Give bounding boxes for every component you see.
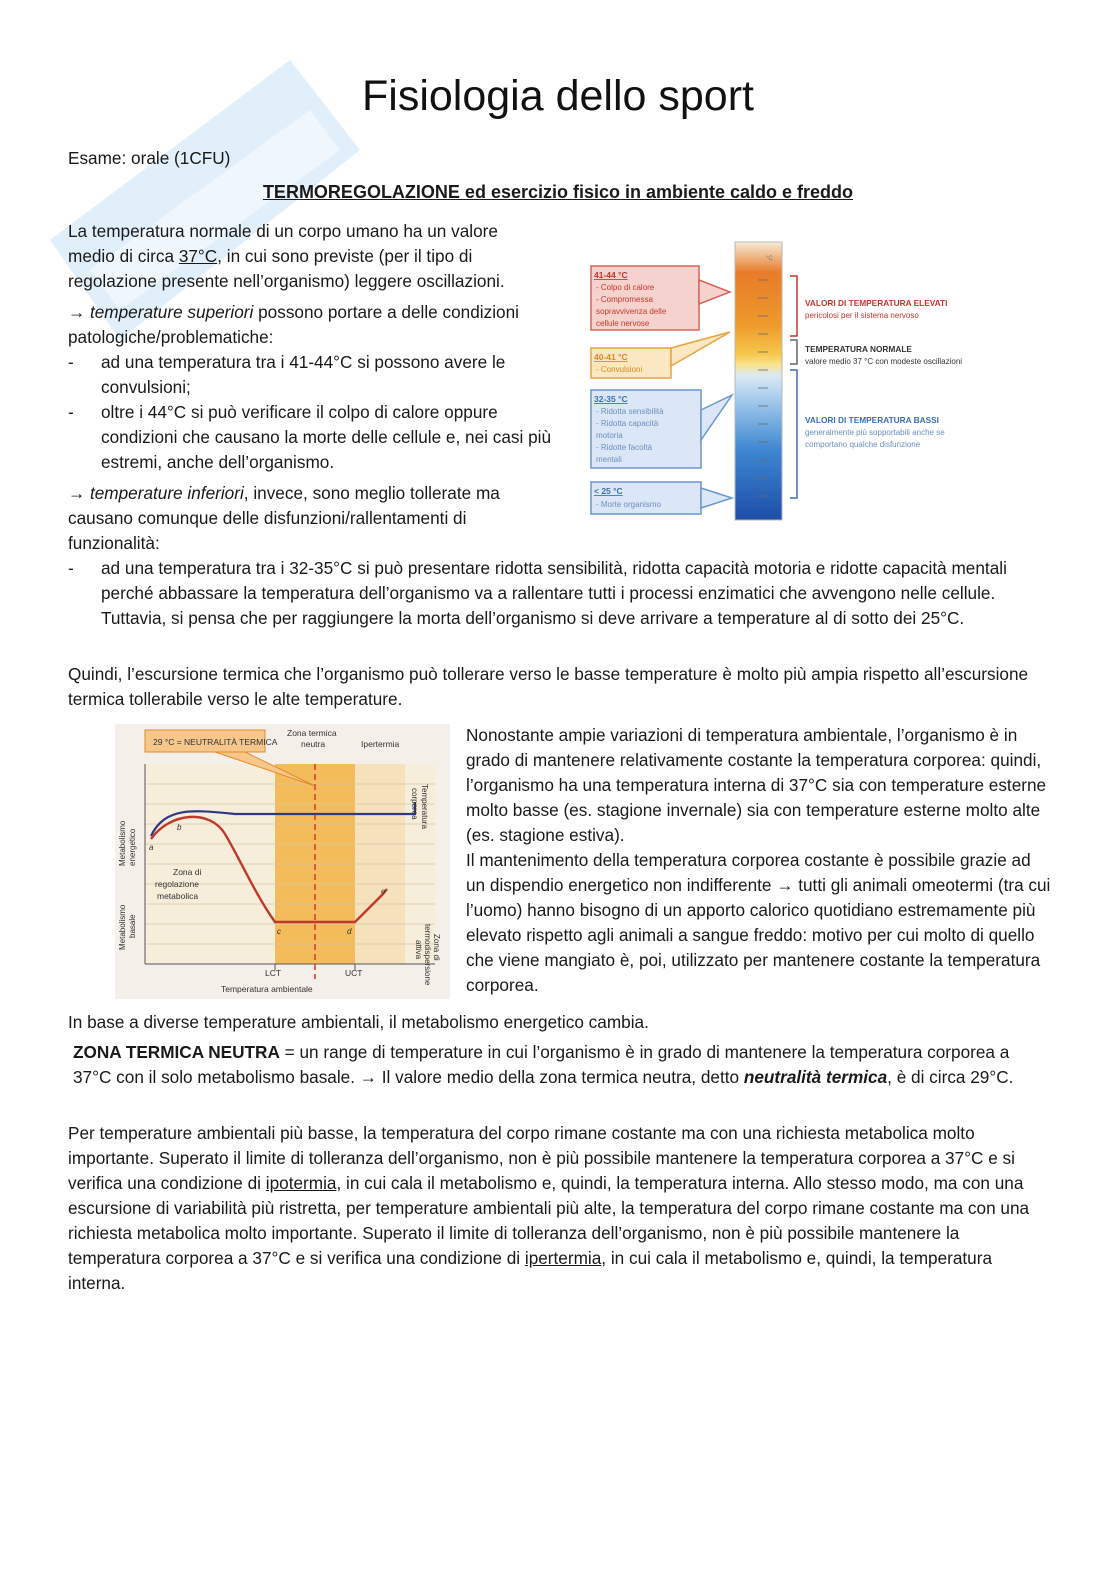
page-title: Fisiologia dello sport — [362, 72, 754, 120]
svg-text:- Compromessa: - Compromessa — [596, 295, 653, 304]
svg-text:Zona di: Zona di — [432, 934, 441, 961]
svg-text:metabolica: metabolica — [157, 891, 199, 901]
svg-text:c: c — [277, 927, 281, 936]
svg-text:energetico: energetico — [128, 828, 137, 866]
uct-label: UCT — [345, 968, 363, 978]
exam-info: Esame: orale (1CFU) — [68, 148, 231, 168]
list-item: - ad una temperatura tra i 32-35°C si può presentare ridotta sensibilità, ridotta capacità motoria e ridotte capacità mentali perché abbassare la temperatura dell’organismo va a rallentare tutti i processi enzimatici che avvengono nelle cellule. Tuttavia, si pensa che per raggiungere la morta dell’organismo si deve arrivare a temperature al di sotto dei 25°C. — [68, 556, 1048, 631]
high-title: VALORI DI TEMPERATURA ELEVATI — [805, 298, 948, 308]
svg-text:b: b — [177, 823, 182, 832]
superiori-paragraph: → temperature superiori possono portare a delle condizioni patologiche/problematiche: - ad una temperatura tra i 41-44°C si possono avere le convulsioni; - oltre i 44°C si può verificare il colpo di calore oppure condizioni che causano la morte delle cellule e, nei casi più estremi, anche dell’organismo. — [68, 300, 568, 475]
svg-text:basale: basale — [128, 914, 137, 938]
svg-text:e: e — [381, 887, 386, 896]
neutrality-callout: 29 °C = NEUTRALITÀ TERMICA — [153, 737, 278, 747]
svg-text:- Ridotta sensibilità: - Ridotta sensibilità — [596, 407, 664, 416]
inferiori-paragraph: → temperature inferiori, invece, sono meglio tollerate ma causano comunque delle disfunzioni/rallentamenti di funzionalità: — [68, 483, 500, 553]
svg-text:40-41 °C: 40-41 °C — [594, 352, 628, 362]
thermometer-figure — [590, 240, 1010, 525]
svg-text:regolazione: regolazione — [155, 879, 199, 889]
x-axis-label: Temperatura ambientale — [221, 984, 313, 994]
svg-text:pericolosi per il sistema nerv: pericolosi per il sistema nervoso — [805, 311, 919, 320]
ipertermia-term: ipertermia — [524, 1248, 602, 1268]
svg-text:- Ridotte facoltà: - Ridotte facoltà — [596, 443, 653, 452]
metabolism-graph — [115, 724, 450, 999]
svg-text:corporea: corporea — [410, 788, 419, 820]
scale-unit: °C — [766, 256, 773, 262]
svg-text:comportano qualche disfunzione: comportano qualche disfunzione — [805, 440, 921, 449]
svg-text:sopravvivenza delle: sopravvivenza delle — [596, 307, 667, 316]
svg-text:< 25 °C: < 25 °C — [594, 486, 623, 496]
svg-text:d: d — [347, 927, 352, 936]
svg-text:- Convulsioni: - Convulsioni — [596, 365, 643, 374]
inbase-paragraph: In base a diverse temperature ambientali, il metabolismo energetico cambia. — [68, 1012, 649, 1032]
svg-text:Ipertermia: Ipertermia — [361, 739, 400, 749]
normal-title: TEMPERATURA NORMALE — [805, 344, 912, 354]
svg-text:valore medio 37 °C con modeste: valore medio 37 °C con modeste oscillazioni — [805, 357, 963, 366]
svg-text:Metabolismo: Metabolismo — [118, 820, 127, 866]
svg-text:- Colpo di calore: - Colpo di calore — [596, 283, 655, 292]
svg-text:neutra: neutra — [301, 739, 326, 749]
nonostante-paragraph: Nonostante ampie variazioni di temperatura ambientale, l’organismo è in grado di mantenere relativamente costante la temperatura corporea: quindi, l’organismo ha una temperatura interna di 37°C sia con temperature esterne molto basse (es. stagione invernale) sia con temperature esterne molto alte (es. stagione estiva). Il mantenimento della temperatura corporea costante è possibile grazie ad un dispendio energetico non indifferente → tutti gli animali omeotermi (tra cui l’uomo) hanno bisogno di un apporto calorico quotidiano estremamente più elevato rispetto agli animali a sangue freddo: motivo per cui molto di quello che viene mangiato è, poi, utilizzato per mantenere costante la temperatura corporea. — [466, 723, 1051, 998]
low-title: VALORI DI TEMPERATURA BASSI — [805, 415, 939, 425]
section-heading: TERMOREGOLAZIONE ed esercizio fisico in ambiente caldo e freddo — [262, 182, 854, 202]
mantenimento-paragraph: Il mantenimento della temperatura corporea costante è possibile grazie ad un dispendio energetico non indifferente → tutti gli animali omeotermi (tra cui l’uomo) hanno bisogno di un apporto calorico quotidiano estremamente più elevato rispetto agli animali a sangue freddo: motivo per cui molto di quello che viene mangiato è, poi, utilizzato per mantenere costante la temperatura corporea. — [466, 850, 1051, 995]
svg-text:32-35 °C: 32-35 °C — [594, 394, 628, 404]
box1-title: 41-44 °C — [594, 270, 628, 280]
svg-text:Temperatura: Temperatura — [420, 784, 429, 829]
intro-paragraph: La temperatura normale di un corpo umano ha un valore medio di circa 37°C, in cui sono previste (per il tipo di regolazione presente nell’organismo) leggere oscillazioni. — [68, 221, 505, 291]
svg-text:- Ridotta capacità: - Ridotta capacità — [596, 419, 659, 428]
svg-text:mentali: mentali — [596, 455, 622, 464]
svg-text:motoria: motoria — [596, 431, 623, 440]
svg-text:Metabolismo: Metabolismo — [118, 904, 127, 950]
list-item: - ad una temperatura tra i 41-44°C si possono avere le convulsioni; — [68, 350, 568, 400]
inferiori-list — [68, 556, 1048, 631]
final-paragraph: Per temperature ambientali più basse, la temperatura del corpo rimane costante ma con una richiesta metabolica molto importante. Superato il limite di tolleranza dell’organismo, non è più possibile mantenere la temperatura corporea a 37°C e si verifica una condizione di ipotermia, in cui cala il metabolismo e, quindi, la temperatura interna. Allo stesso modo, ma con una escursione di variabilità più ristretta, per temperature ambientali più alte, la temperatura del corpo rimane costante ma con una richiesta metabolica molto importante. Superato il limite di tolleranza dell’organismo, non è più possibile mantenere la temperatura corporea a 37°C e si verifica una condizione di ipertermia, in cui cala il metabolismo e, quindi, la temperatura interna. — [68, 1123, 1030, 1293]
ztn-definition: ZONA TERMICA NEUTRA = un range di temperature in cui l’organismo è in grado di mantenere la temperatura corporea a 37°C con il solo metabolismo basale. → Il valore medio della zona termica neutra, detto neutralità termica, è di circa 29°C. — [73, 1042, 1014, 1087]
svg-text:generalmente più sopportabili: generalmente più sopportabili anche se — [805, 428, 945, 437]
svg-text:Zona di: Zona di — [173, 867, 202, 877]
svg-text:a: a — [149, 843, 154, 852]
svg-text:Zona termica: Zona termica — [287, 728, 337, 738]
svg-text:cellule nervose: cellule nervose — [596, 319, 650, 328]
svg-text:termodispersione: termodispersione — [423, 924, 432, 986]
list-item: - oltre i 44°C si può verificare il colpo di calore oppure condizioni che causano la morte delle cellule e, nei casi più estremi, anche dell’organismo. — [68, 400, 568, 475]
quindi-paragraph: Quindi, l’escursione termica che l’organismo può tollerare verso le basse temperature è molto più ampia rispetto all’escursione termica tollerabile verso le alte temperature. — [68, 664, 1029, 709]
temp-37-link: 37°C — [178, 246, 218, 266]
svg-text:attiva: attiva — [414, 940, 423, 960]
svg-text:- Morte organismo: - Morte organismo — [596, 500, 661, 509]
ipotermia-term: ipotermia — [265, 1173, 337, 1193]
lct-label: LCT — [265, 968, 282, 978]
